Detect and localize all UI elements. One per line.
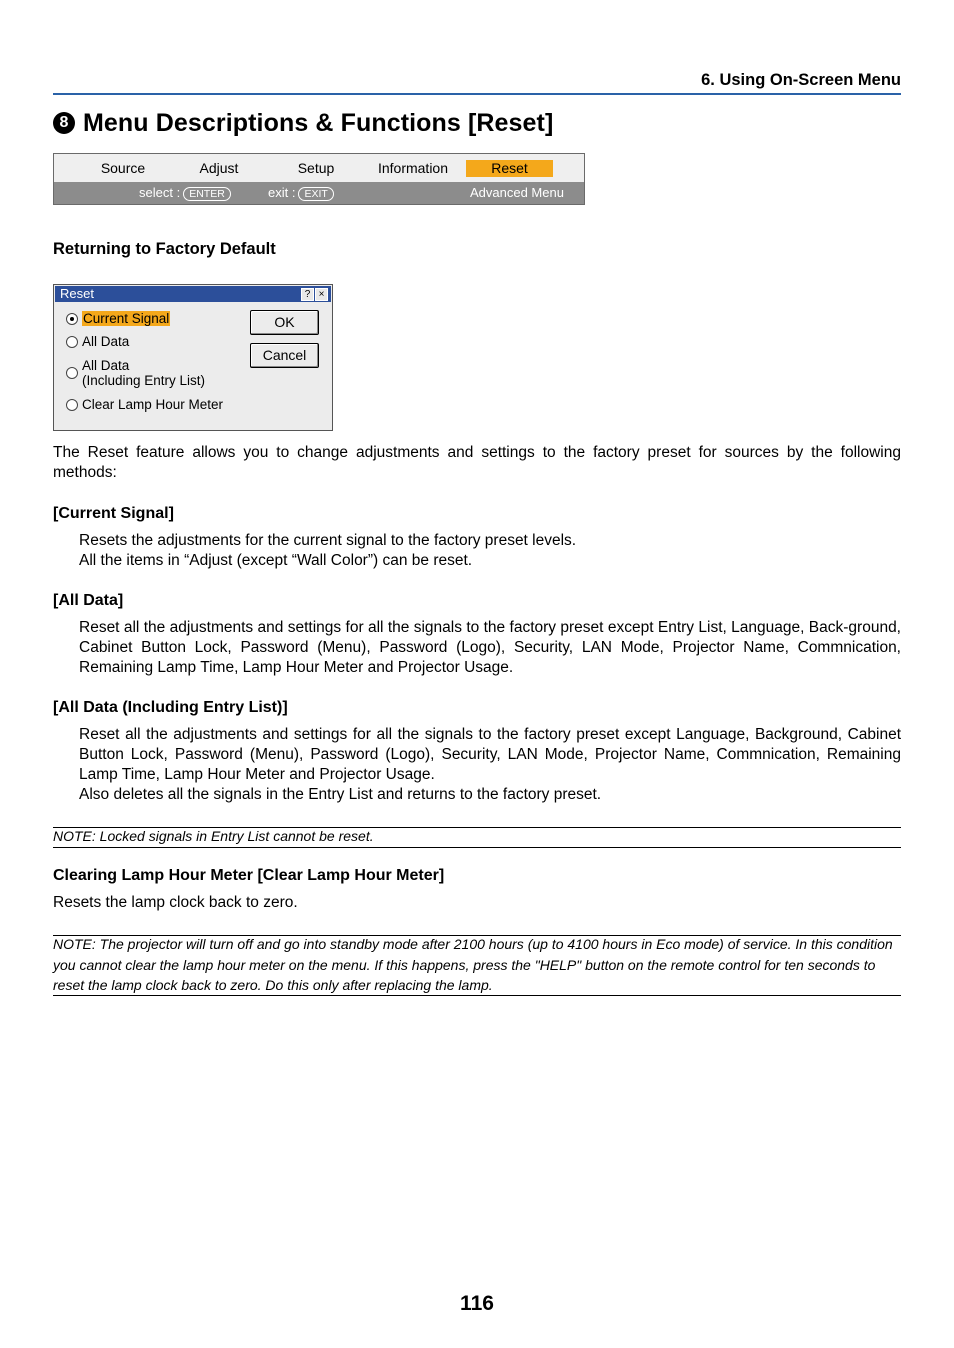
note-locked-signals: NOTE: Locked signals in Entry List cannot be reset.: [53, 828, 374, 844]
ok-button[interactable]: OK: [250, 310, 319, 335]
reset-dialog: [53, 284, 333, 431]
menu-mode: Advanced Menu: [470, 185, 564, 200]
option-current-signal[interactable]: [66, 311, 170, 326]
all-data-including-text: Reset all the adjustments and settings for all the signals to the factory preset except Language, Background, Cabinet Button Lock, Password (Menu), Password (Logo), Security, LAN Mode, Projector Name, Commnication, Remaining Lamp Time, Lamp Hour Meter and Projector Usage.: [79, 726, 901, 783]
close-icon[interactable]: ×: [315, 288, 328, 301]
dialog-titlebar: [55, 286, 331, 302]
header-divider: [53, 93, 901, 95]
section-heading: [53, 105, 553, 141]
current-signal-line-1: Resets the adjustments for the current signal to the factory preset levels.: [79, 532, 577, 549]
all-data-text: Reset all the adjustments and settings for all the signals to the factory preset except Entry List, Language, Back-ground, Cabinet Button Lock, Password (Menu), Password (Logo), Security, LAN Mode, Projector Name, Commnication, Remaining Lamp Time, Lamp Hour Meter and Projector Usage.: [79, 619, 901, 676]
radio-icon[interactable]: [66, 399, 78, 411]
tab-setup[interactable]: Setup: [297, 160, 335, 176]
section-title: Menu Descriptions & Functions [Reset]: [83, 108, 554, 137]
page-number: 116: [460, 1292, 494, 1315]
radio-icon[interactable]: [66, 336, 78, 348]
option-label: Clear Lamp Hour Meter: [82, 397, 224, 412]
heading-clear-lamp-hour-meter: Clearing Lamp Hour Meter [Clear Lamp Hour Meter]: [53, 867, 445, 884]
option-clear-lamp-hour-meter[interactable]: [66, 397, 223, 412]
exit-key-icon: EXIT: [298, 187, 333, 201]
all-data-including-text-2: Also deletes all the signals in the Entry List and returns to the factory preset.: [79, 786, 602, 803]
note2-rule-bottom: [53, 995, 901, 996]
option-label-group: [82, 358, 205, 388]
onscreen-menu-bar: [53, 153, 585, 205]
option-label: All Data: [82, 334, 130, 349]
note-rule-bottom: [53, 847, 901, 848]
option-label-sub: (Including Entry List): [82, 373, 206, 388]
option-all-data-including-entry-list[interactable]: [66, 358, 205, 388]
exit-label: exit :: [268, 185, 296, 200]
subheading-factory-default: Returning to Factory Default: [53, 240, 276, 258]
note-lamp-hours: NOTE: The projector will turn off and go into standby mode after 2100 hours (up to 4100 hours in Eco mode) of service. In this condition you cannot clear the lamp hour meter on the menu. If this happens, press the "HELP" button on the remote control for ten seconds to reset the lamp clock back to zero. Do this only after replacing the lamp.: [53, 936, 893, 993]
menu-tabs: [54, 154, 584, 181]
menu-hint-bar: [54, 182, 584, 204]
option-label: All Data: [82, 358, 130, 373]
option-all-data[interactable]: [66, 334, 129, 349]
heading-all-data-including-entry-list: [All Data (Including Entry List)]: [53, 699, 288, 716]
help-icon[interactable]: ?: [301, 288, 314, 301]
chapter-title: 6. Using On-Screen Menu: [701, 71, 901, 89]
dialog-title: Reset: [60, 286, 94, 301]
enter-key-icon: ENTER: [183, 187, 231, 201]
option-label: Current Signal: [83, 311, 170, 326]
current-signal-line-2: All the items in “Adjust (except “Wall Color”) can be reset.: [79, 552, 473, 569]
radio-icon[interactable]: [66, 367, 78, 379]
clear-lamp-text: Resets the lamp clock back to zero.: [53, 894, 298, 911]
tab-source[interactable]: Source: [100, 160, 146, 176]
select-label: select :: [139, 185, 181, 200]
section-number-badge: 8: [53, 112, 75, 134]
tab-reset[interactable]: Reset: [466, 160, 553, 177]
tab-information[interactable]: Information: [377, 160, 449, 176]
intro-paragraph: The Reset feature allows you to change adjustments and settings to the factory preset for sources by the following methods:: [53, 444, 901, 481]
heading-current-signal: [Current Signal]: [53, 505, 174, 522]
radio-selected-icon[interactable]: [66, 313, 78, 325]
tab-adjust[interactable]: Adjust: [199, 160, 239, 176]
cancel-button[interactable]: Cancel: [250, 343, 319, 368]
select-hint: [139, 182, 231, 204]
exit-hint: [268, 182, 334, 204]
heading-all-data: [All Data]: [53, 592, 124, 609]
